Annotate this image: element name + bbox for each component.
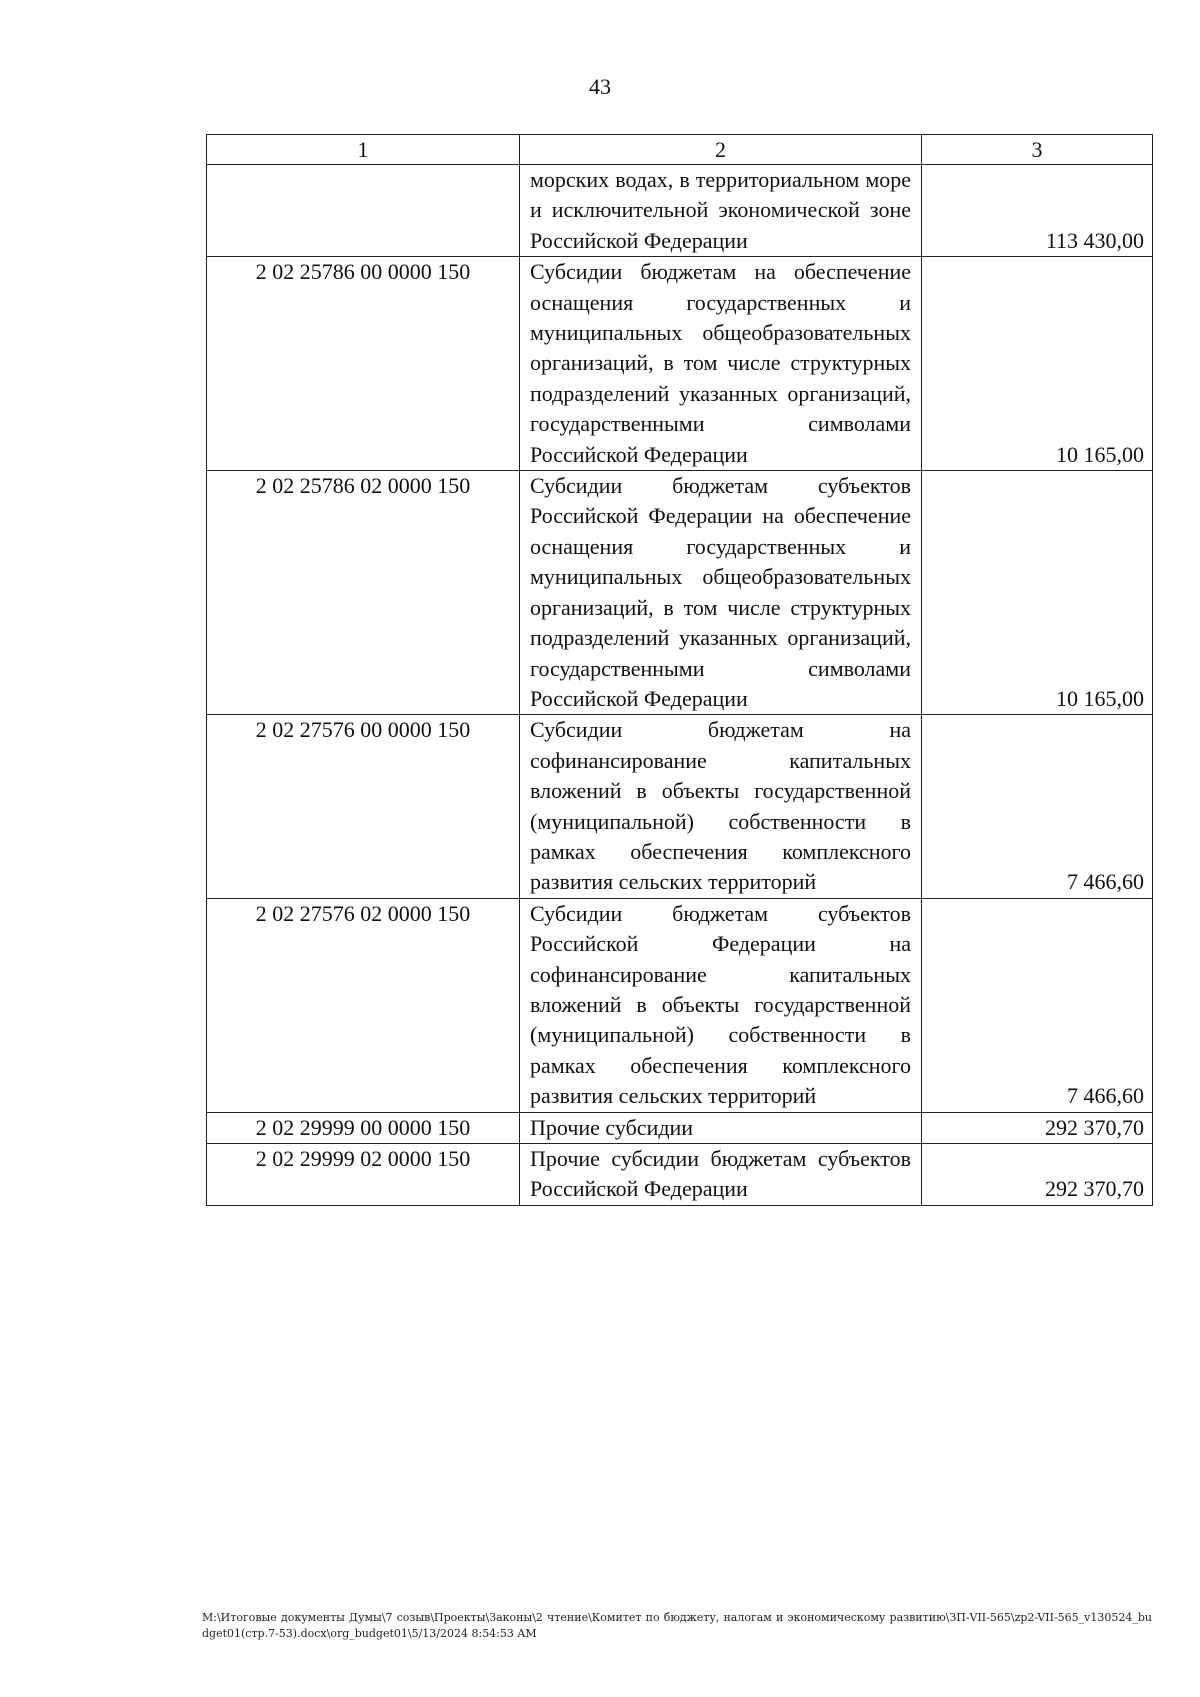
row-name: Прочие субсидии — [520, 1112, 922, 1143]
row-name: Субсидии бюджетам субъектов Российской Федерации на софинансирование капитальных вложений в объекты государственной (муниципальной) собственности в рамках обеспечения комплексного развития сельских территорий — [520, 898, 922, 1112]
row-name: Субсидии бюджетам на обеспечение оснащения государственных и муниципальных общеобразовательных организаций, в том числе структурных подразделений указанных организаций, государственными символами Российской Федерации — [520, 257, 922, 471]
file-path-footer: M:\Итоговые документы Думы\7 созыв\Проекты\Законы\2 чтение\Комитет по бюджету, налогам и экономическому развитию\ЗП-VII-565\zp2-VII-565_v130524_budget01(стр.7-53).docx\org_budget01\5/13/2024 8:54:53 AM — [202, 1611, 1152, 1640]
table-header-row — [207, 135, 1153, 165]
row-sum: 10 165,00 — [922, 257, 1153, 471]
column-header-1: 1 — [207, 135, 520, 165]
row-name: Субсидии бюджетам субъектов Российской Федерации на обеспечение оснащения государственных и муниципальных общеобразовательных организаций, в том числе структурных подразделений указанных организаций, государственными символами Российской Федерации — [520, 471, 922, 715]
row-name: Субсидии бюджетам на софинансирование капитальных вложений в объекты государственной (муниципальной) собственности в рамках обеспечения комплексного развития сельских территорий — [520, 715, 922, 898]
row-code: 2 02 29999 02 0000 150 — [207, 1144, 520, 1206]
row-sum: 7 466,60 — [922, 898, 1153, 1112]
row-sum: 292 370,70 — [922, 1144, 1153, 1206]
table-row — [207, 1144, 1153, 1206]
row-code: 2 02 29999 00 0000 150 — [207, 1112, 520, 1143]
row-sum: 113 430,00 — [922, 165, 1153, 257]
table-row — [207, 1112, 1153, 1143]
row-sum: 7 466,60 — [922, 715, 1153, 898]
table-row — [207, 257, 1153, 471]
budget-table — [206, 134, 1153, 1206]
table-row — [207, 471, 1153, 715]
table-row — [207, 898, 1153, 1112]
column-header-2: 2 — [520, 135, 922, 165]
row-code: 2 02 27576 02 0000 150 — [207, 898, 520, 1112]
table-row — [207, 165, 1153, 257]
page-number: 43 — [589, 74, 611, 99]
column-header-3: 3 — [922, 135, 1153, 165]
row-code: 2 02 25786 02 0000 150 — [207, 471, 520, 715]
row-sum: 292 370,70 — [922, 1112, 1153, 1143]
row-code — [207, 165, 520, 257]
row-name: Прочие субсидии бюджетам субъектов Российской Федерации — [520, 1144, 922, 1206]
table-row — [207, 715, 1153, 898]
row-code: 2 02 27576 00 0000 150 — [207, 715, 520, 898]
row-name: морских водах, в территориальном море и исключительной экономической зоне Российской Федерации — [520, 165, 922, 257]
row-sum: 10 165,00 — [922, 471, 1153, 715]
row-code: 2 02 25786 00 0000 150 — [207, 257, 520, 471]
